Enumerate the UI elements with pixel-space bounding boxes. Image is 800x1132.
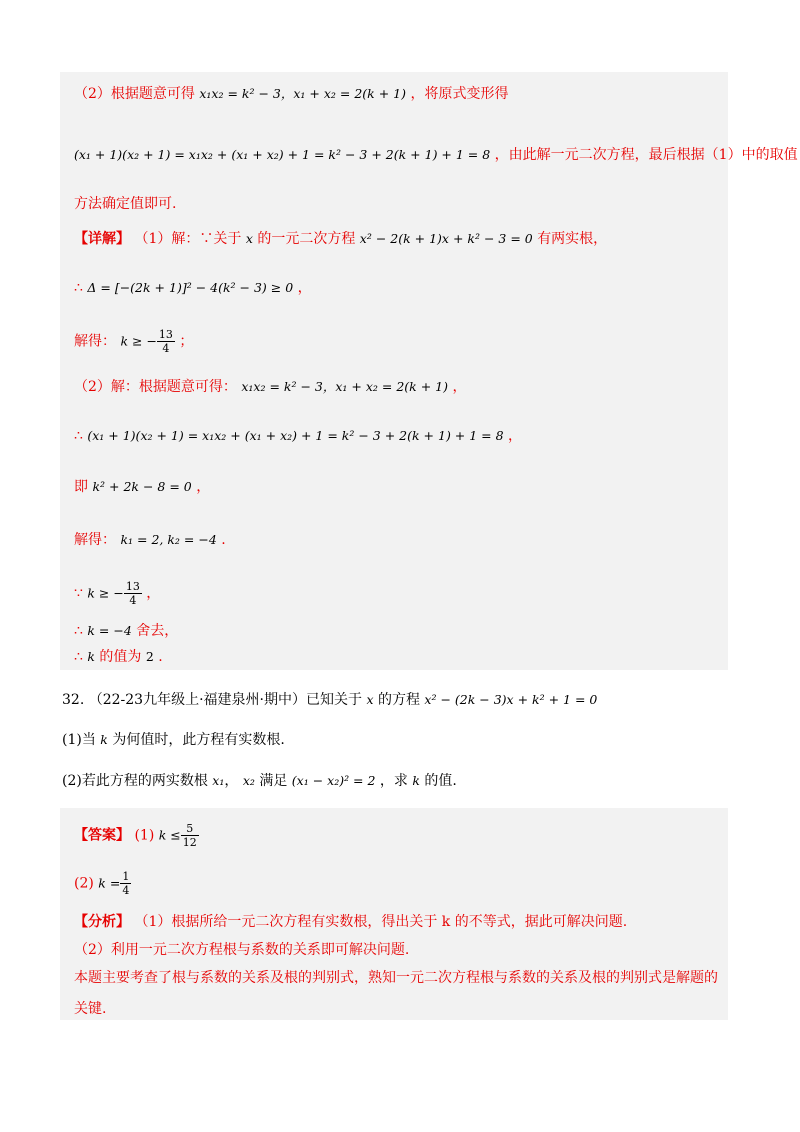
math-var: x₁	[212, 773, 225, 788]
text: 的方程	[377, 692, 420, 708]
text: 的值.	[424, 773, 457, 789]
text: .	[158, 649, 163, 665]
text: （2）解：根据题意可得：	[74, 379, 237, 395]
text: ，	[224, 773, 239, 789]
question-part-2	[62, 771, 457, 791]
fraction	[181, 822, 199, 849]
answer-line-2	[74, 870, 131, 897]
text: 关键.	[74, 1001, 107, 1017]
numerator: 13	[125, 580, 140, 593]
text: 解得：	[74, 333, 116, 350]
text: ，	[297, 280, 312, 296]
text: .	[221, 532, 226, 548]
question-number: 32.	[62, 692, 85, 708]
math: (x₁ − x₂)² = 2	[291, 773, 376, 788]
math-var: x	[366, 692, 374, 707]
analysis-label: 【分析】	[74, 914, 130, 930]
math: x₁x₂ = k² − 3，x₁ + x₂ = 2(k + 1)	[241, 379, 448, 394]
text: ，由此解一元二次方程，最后根据（1）中的取值	[494, 147, 798, 163]
math: k² + 2k − 8 = 0	[92, 479, 192, 494]
text: 本题主要考查了根与系数的关系及根的判别式，熟知一元二次方程根与系数的关系及根的判别式是解题的	[74, 970, 718, 986]
solution-line-10	[74, 530, 226, 550]
denominator: 12	[182, 836, 197, 849]
analysis-line-4	[74, 999, 106, 1019]
answer-label: 【答案】	[74, 827, 130, 844]
math: x² − (2k − 3)x + k² + 1 = 0	[424, 692, 598, 707]
text: ，	[196, 479, 211, 495]
math: (x₁ + 1)(x₂ + 1) = x₁x₂ + (x₁ + x₂) + 1 = k² − 3 + 2(k + 1) + 1 = 8	[87, 428, 504, 443]
analysis-line-3	[74, 968, 718, 988]
question-header	[62, 690, 597, 710]
text: 为何值时，此方程有实数根.	[112, 732, 285, 748]
math: Δ = [−(2k + 1)]² − 4(k² − 3) ≥ 0	[87, 280, 294, 295]
math-var: k	[412, 773, 420, 788]
denominator: 4	[129, 594, 137, 607]
fraction	[157, 328, 175, 355]
math: k = −4	[87, 623, 132, 638]
solution-line-2	[74, 145, 798, 165]
solution-line-6	[74, 328, 193, 355]
solution-line-3	[74, 194, 176, 214]
numerator: 1	[122, 870, 130, 883]
solution-line-13	[74, 647, 163, 667]
text: （1）解：∵关于	[134, 231, 242, 247]
math-var: k	[100, 732, 108, 747]
numerator: 5	[181, 822, 199, 836]
math: k ≥ −	[120, 333, 157, 349]
denominator: 4	[122, 884, 130, 897]
text: ，	[452, 379, 467, 395]
therefore-symbol: ∴	[74, 428, 83, 444]
text: ，	[508, 428, 523, 444]
math: k ≥ −	[87, 585, 124, 601]
detail-label: 【详解】	[74, 231, 130, 247]
denominator: 4	[162, 342, 170, 355]
therefore-symbol: ∴	[74, 649, 83, 665]
text: 的一元二次方程	[257, 231, 356, 247]
question-part-1	[62, 730, 285, 750]
therefore-symbol: ∴	[74, 623, 83, 639]
text: (1)	[134, 827, 155, 844]
solution-line-1	[74, 84, 508, 104]
solution-line-7	[74, 377, 466, 397]
because-symbol: ∵	[74, 585, 83, 602]
detail-line	[74, 229, 607, 249]
solution-line-9	[74, 477, 210, 497]
therefore-symbol: ∴	[74, 280, 83, 296]
text: 方法确定值即可.	[74, 196, 177, 212]
math: (x₁ + 1)(x₂ + 1) = x₁x₂ + (x₁ + x₂) + 1 = k² − 3 + 2(k + 1) + 1 = 8	[74, 147, 491, 162]
answer-line-1	[74, 822, 199, 849]
math: k =	[98, 875, 121, 891]
solution-line-12	[74, 621, 178, 641]
math: k ≤	[158, 827, 181, 843]
analysis-line-1	[74, 912, 627, 932]
numerator: 13	[158, 328, 173, 341]
text: ，求	[379, 773, 408, 789]
math-var: k	[87, 649, 95, 664]
math: x₁x₂ = k² − 3，x₁ + x₂ = 2(k + 1)	[199, 86, 406, 101]
text: ，将原式变形得	[410, 86, 509, 102]
question-source: （22-23九年级上·福建泉州·期中）已知关于	[88, 692, 362, 708]
math: x² − 2(k + 1)x + k² − 3 = 0	[359, 231, 533, 246]
text: (2)若此方程的两实数根	[62, 773, 208, 789]
text: （2）根据题意可得	[74, 86, 195, 102]
text: 即	[74, 479, 88, 495]
solution-line-8	[74, 426, 522, 446]
solution-line-5	[74, 278, 312, 298]
text: 舍去，	[136, 623, 179, 639]
text: (2)	[74, 875, 94, 892]
solution-line-11	[74, 580, 160, 607]
math: 2	[145, 649, 154, 664]
math-var: x₂	[242, 773, 255, 788]
text: （2）利用一元二次方程根与系数的关系即可解决问题.	[74, 942, 410, 958]
text: 解得：	[74, 532, 116, 548]
math-var: x	[245, 231, 253, 246]
text: ，	[146, 585, 161, 602]
text: (1)当	[62, 732, 96, 748]
analysis-line-2	[74, 940, 409, 960]
text: 有两实根，	[537, 231, 608, 247]
fraction	[120, 870, 131, 897]
math: k₁ = 2, k₂ = −4	[120, 532, 217, 547]
fraction	[124, 580, 142, 607]
text: （1）根据所给一元二次方程有实数根，得出关于 k 的不等式，据此可解决问题.	[134, 914, 628, 930]
text: 的值为	[99, 649, 142, 665]
text: 满足	[259, 773, 288, 789]
text: ；	[179, 333, 194, 350]
